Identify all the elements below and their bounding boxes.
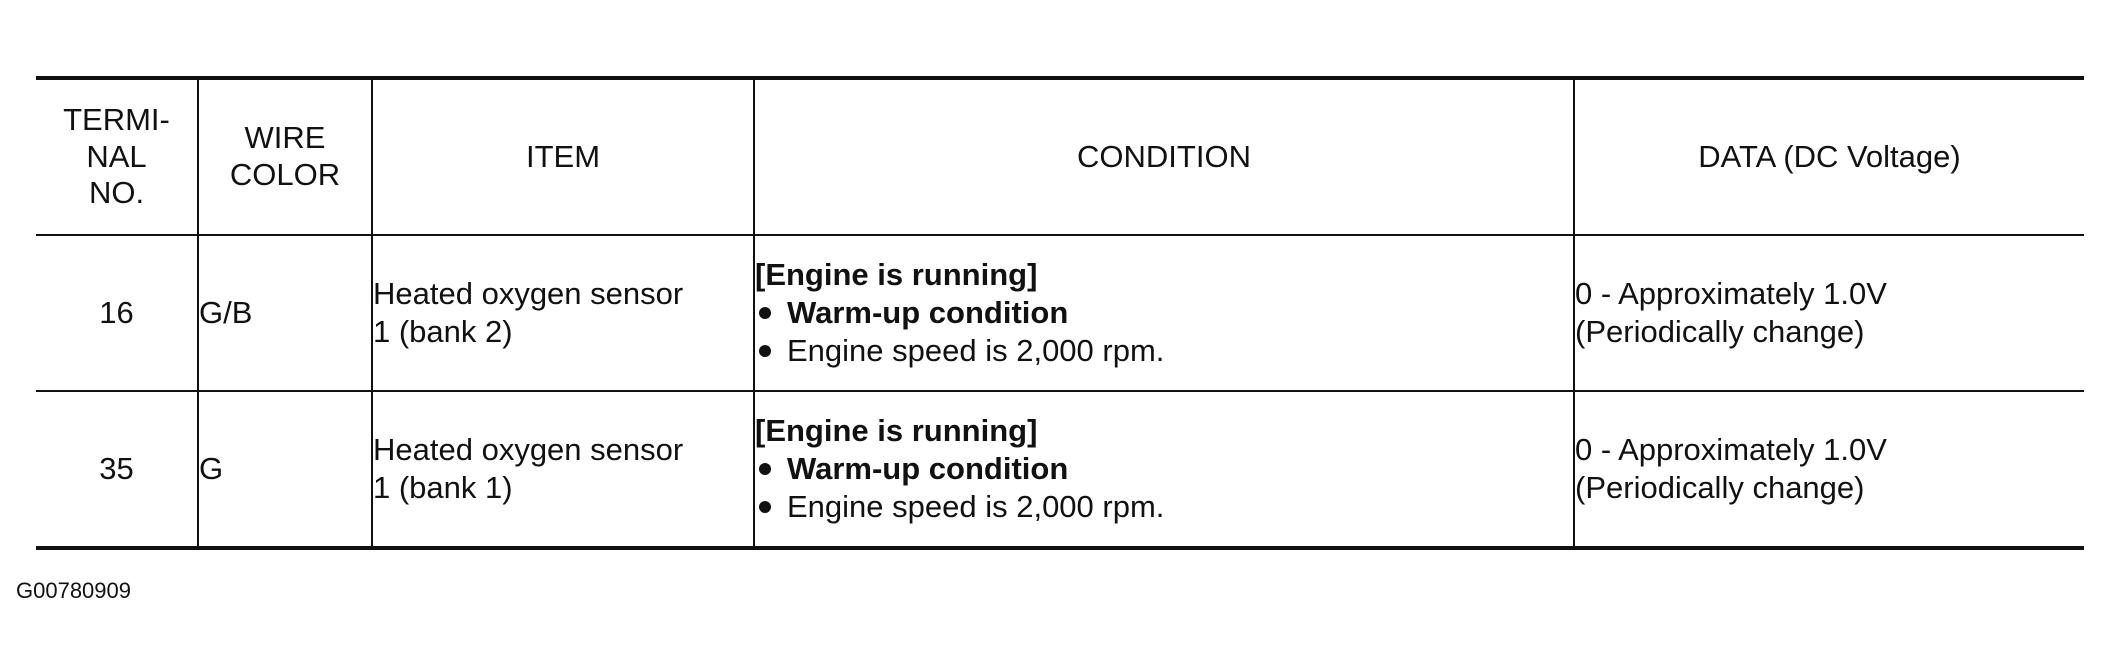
condition-bullet: Warm-up condition <box>755 294 1573 332</box>
condition-bullet: Engine speed is 2,000 rpm. <box>755 332 1573 370</box>
cell-terminal: 16 <box>36 235 198 391</box>
header-condition: CONDITION <box>754 78 1574 235</box>
figure-code: G00780909 <box>16 578 131 603</box>
bullet-icon <box>759 501 771 513</box>
terminal-data-table-container <box>36 76 2084 550</box>
cell-condition <box>754 235 1574 391</box>
condition-title: [Engine is running] <box>755 257 1038 293</box>
condition-bullet: Warm-up condition <box>755 450 1573 488</box>
cell-data: 0 - Approximately 1.0V (Periodically change) <box>1574 391 2084 548</box>
header-data: DATA (DC Voltage) <box>1574 78 2084 235</box>
bullet-icon <box>759 345 771 357</box>
cell-terminal: 35 <box>36 391 198 548</box>
terminal-data-table <box>36 76 2084 550</box>
header-item: ITEM <box>372 78 754 235</box>
header-wire-color: WIRE COLOR <box>198 78 372 235</box>
table-row <box>36 391 2084 548</box>
header-terminal-no: TERMI- NAL NO. <box>36 78 198 235</box>
cell-condition <box>754 391 1574 548</box>
bullet-icon <box>759 307 771 319</box>
table-header-row <box>36 78 2084 235</box>
condition-title: [Engine is running] <box>755 413 1038 449</box>
table-row <box>36 235 2084 391</box>
cell-data: 0 - Approximately 1.0V (Periodically change) <box>1574 235 2084 391</box>
cell-wire-color: G/B <box>198 235 372 391</box>
cell-item: Heated oxygen sensor 1 (bank 2) <box>372 235 754 391</box>
condition-bullet: Engine speed is 2,000 rpm. <box>755 488 1573 526</box>
cell-item: Heated oxygen sensor 1 (bank 1) <box>372 391 754 548</box>
bullet-icon <box>759 463 771 475</box>
cell-wire-color: G <box>198 391 372 548</box>
